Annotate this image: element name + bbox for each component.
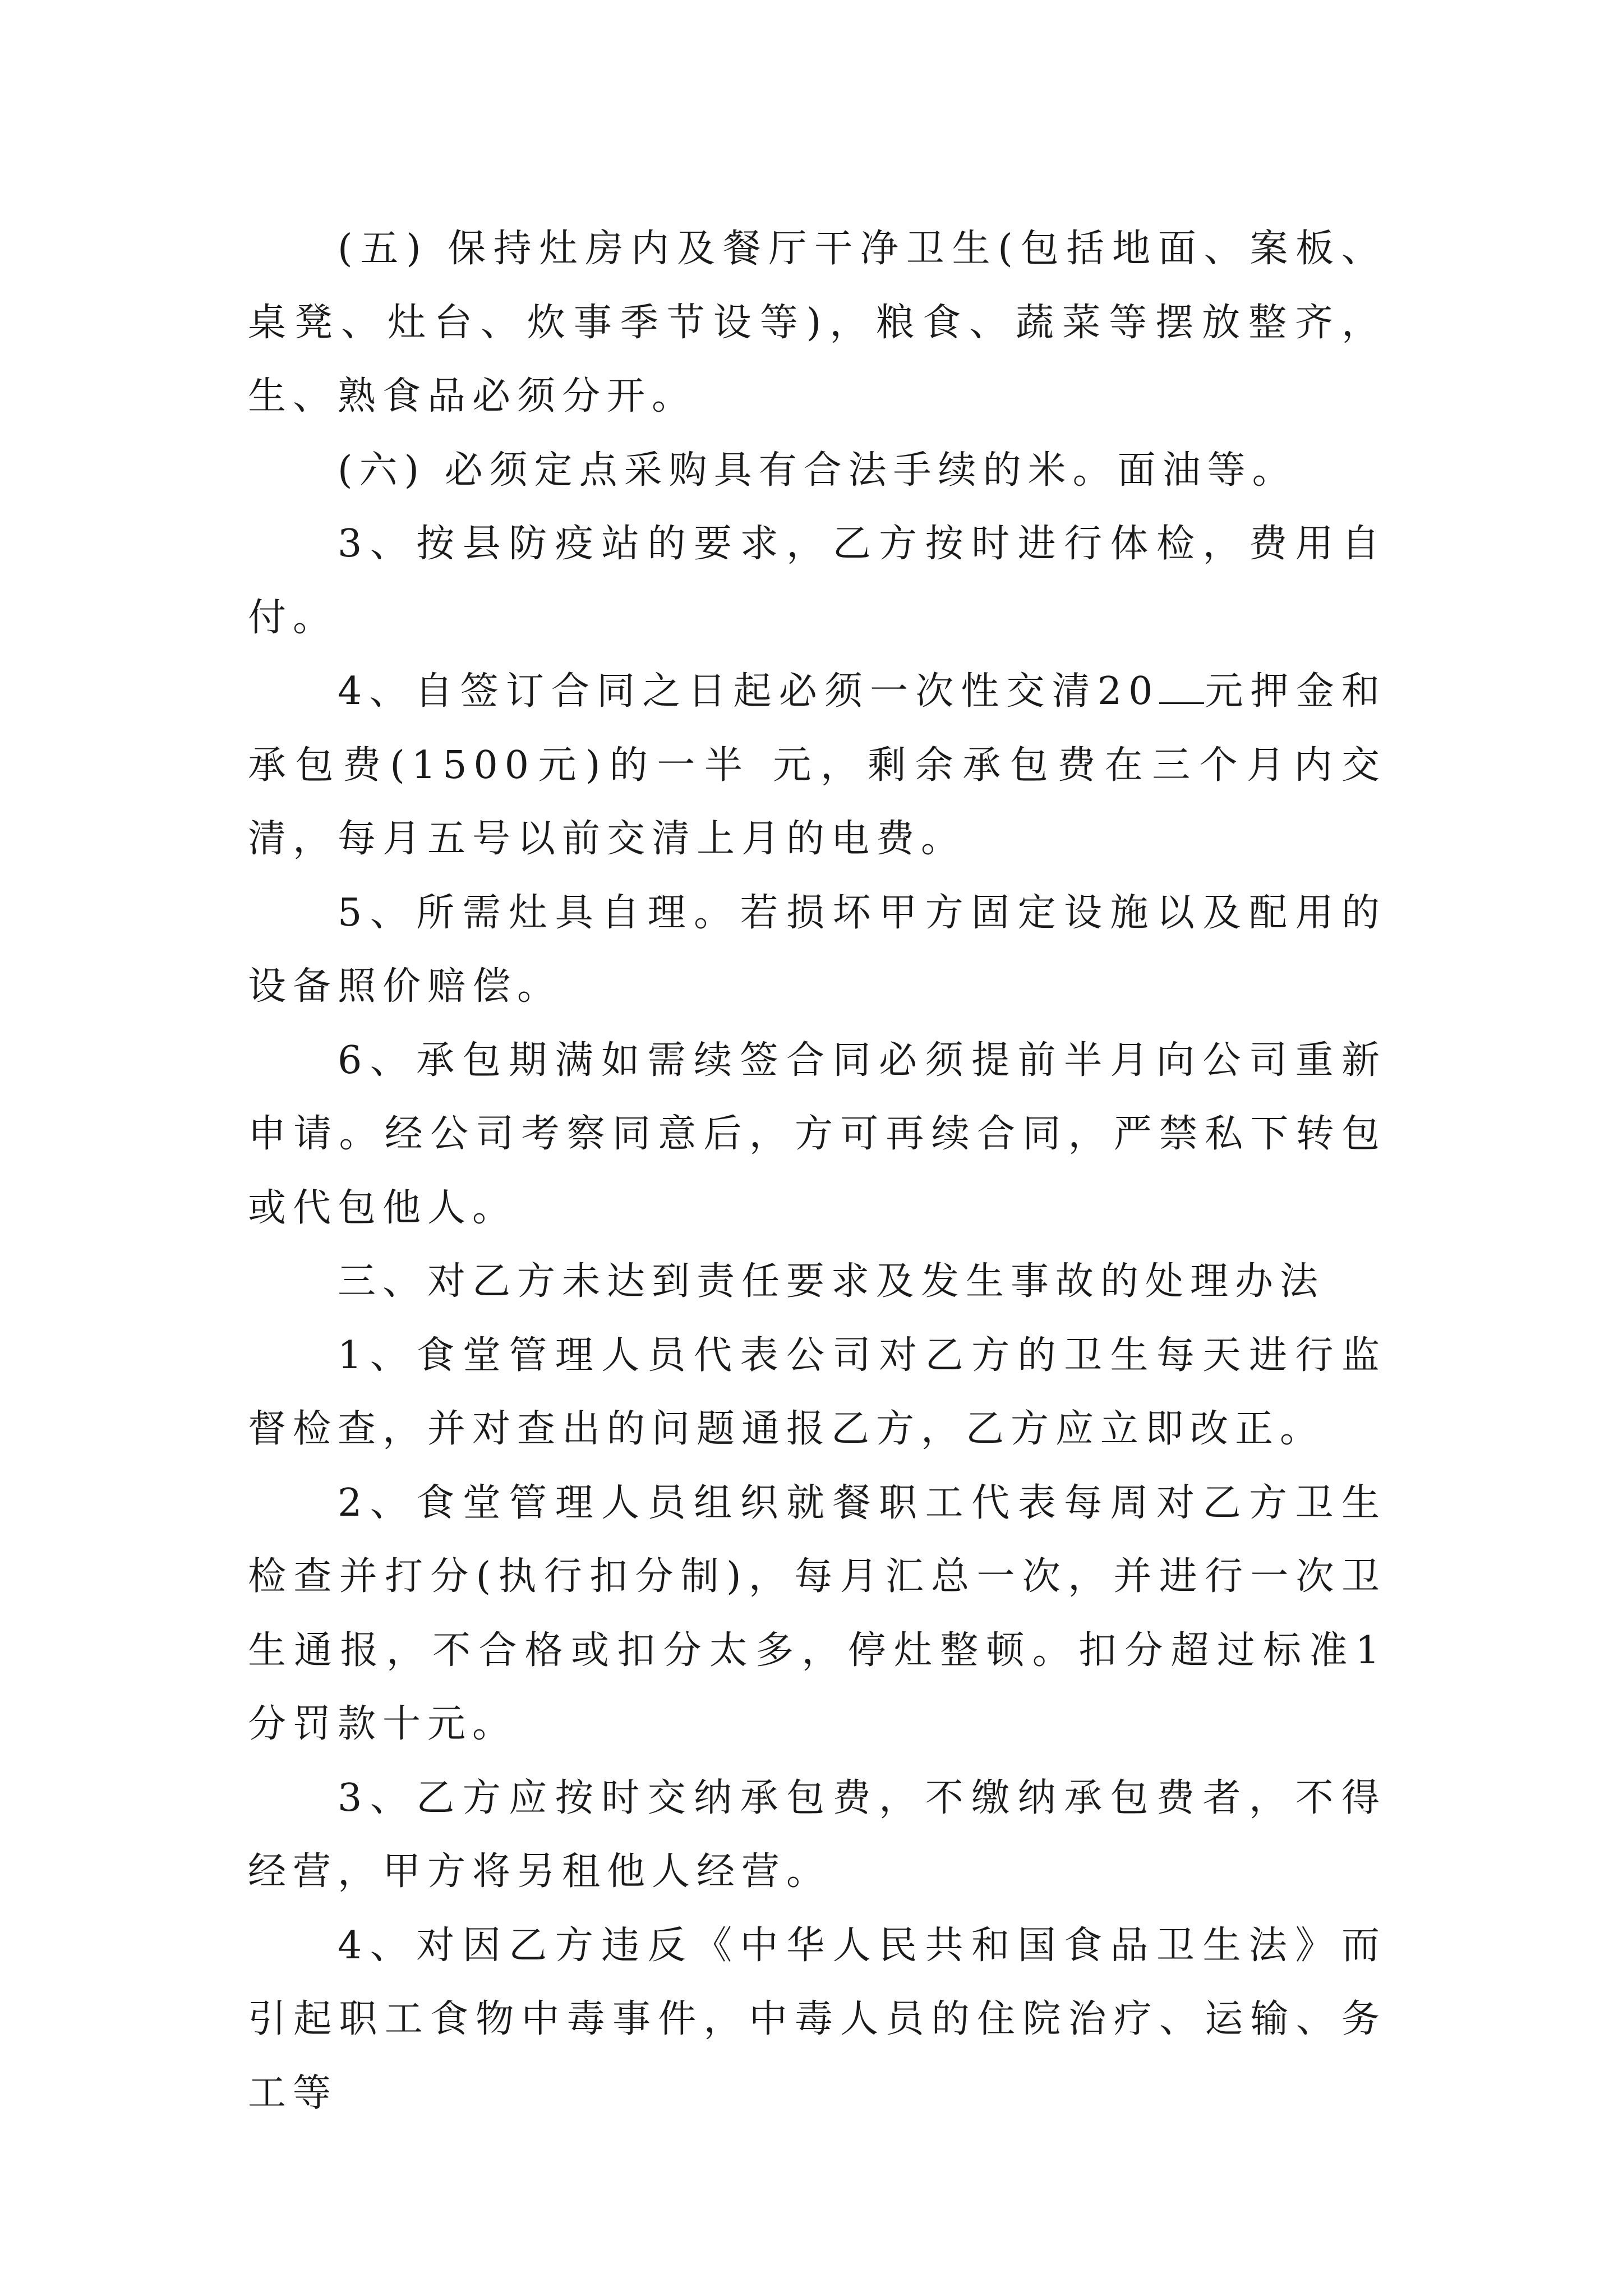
paragraph-item-4-deposit [248, 655, 1386, 876]
paragraph-item-6-renewal: 6、承包期满如需续签合同必须提前半月向公司重新申请。经公司考察同意后，方可再续合同，严禁私下转包或代包他人。 [248, 1038, 1386, 1230]
paragraph-item-5-hygiene: (五) 保持灶房内及餐厅干净卫生(包括地面、案板、桌凳、灶台、炊事季节设等)，粮食、蔬菜等摆放整齐，生、熟食品必须分开。 [248, 227, 1386, 418]
paragraph-section3-item-3: 3、乙方应按时交纳承包费，不缴纳承包费者，不得经营，甲方将另租他人经营。 [248, 1775, 1386, 1894]
deposit-blank-line [1159, 669, 1204, 704]
deposit-text-before: 4、自签订合同之日起必须一次性交清20 [338, 669, 1160, 714]
paragraph-item-6-purchase: (六) 必须定点采购具有合法手续的米。面油等。 [338, 448, 1297, 493]
paragraph-section3-item-1: 1、食堂管理人员代表公司对乙方的卫生每天进行监督检查，并对查出的问题通报乙方，乙方应立即改正。 [248, 1333, 1386, 1451]
section-heading-3: 三、对乙方未达到责任要求及发生事故的处理办法 [338, 1259, 1325, 1304]
paragraph-item-5-equipment: 5、所需灶具自理。若损坏甲方固定设施以及配用的设备照价赔偿。 [248, 890, 1386, 1009]
paragraph-section3-item-2: 2、食堂管理人员组织就餐职工代表每周对乙方卫生检查并打分(执行扣分制)，每月汇总一次，并进行一次卫生通报，不合格或扣分太多，停灶整顿。扣分超过标准1分罚款十元。 [248, 1480, 1386, 1746]
deposit-text-after: 元押金和承包费(1500元)的一半 元，剩余承包费在三个月内交清，每月五号以前交清上月的电费。 [248, 669, 1386, 861]
paragraph-section3-item-4: 4、对因乙方违反《中华人民共和国食品卫生法》而引起职工食物中毒事件，中毒人员的住院治疗、运输、务工等 [248, 1923, 1386, 2115]
document-body [248, 212, 1386, 2130]
paragraph-item-3-health-check: 3、按县防疫站的要求，乙方按时进行体检，费用自付。 [248, 522, 1386, 640]
